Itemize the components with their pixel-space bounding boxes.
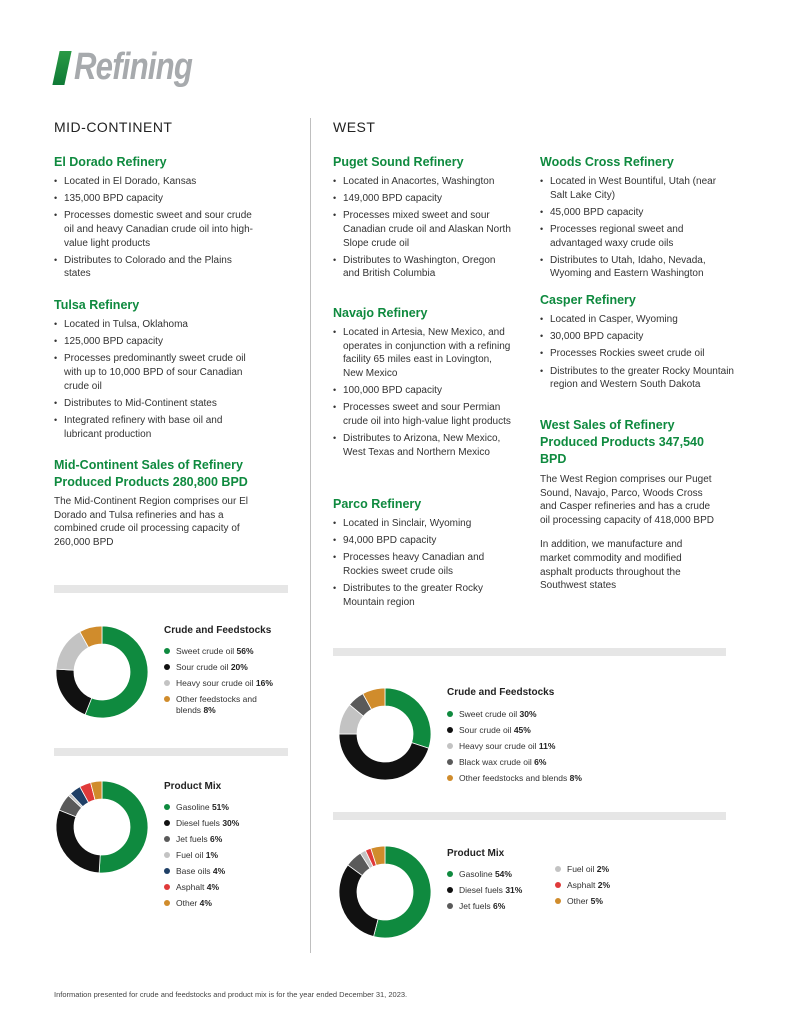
- bullet: • 149,000 BPD capacity: [333, 192, 513, 206]
- bullet: • Located in Sinclair, Wyoming: [333, 517, 513, 531]
- parco-title: Parco Refinery: [333, 497, 422, 511]
- legend-dot: [447, 759, 453, 765]
- bullet: • Processes sweet and sour Permian crude oil into high-value light products: [333, 401, 513, 428]
- bullet: • Distributes to Mid-Continent states: [54, 397, 254, 411]
- page-title: Refining: [74, 46, 193, 88]
- bullet: • Processes predominantly sweet crude oil with up to 10,000 BPD of sour Canadian crude oil: [54, 352, 254, 393]
- legend-dot: [447, 887, 453, 893]
- west-crude-title: Crude and Feedstocks: [447, 687, 555, 698]
- bullet: • Distributes to the greater Rocky Mountain region: [333, 582, 513, 609]
- legend-dot: [447, 743, 453, 749]
- legend-item: Fuel oil 1%: [164, 850, 294, 861]
- mid-product-legend: [164, 802, 294, 914]
- bullet: • Located in West Bountiful, Utah (near Salt Lake City): [540, 175, 735, 202]
- divider-band: [333, 812, 726, 820]
- west-product-legend-1: [447, 869, 547, 917]
- bullet: • Located in Tulsa, Oklahoma: [54, 318, 254, 332]
- legend-dot: [164, 836, 170, 842]
- legend-item: Other 5%: [555, 896, 655, 907]
- mid-product-donut: [55, 780, 149, 874]
- legend-dot: [164, 900, 170, 906]
- legend-dot: [447, 711, 453, 717]
- legend-item: Fuel oil 2%: [555, 864, 655, 875]
- west-sales-title: West Sales of Refinery Produced Products 347,540 BPD: [540, 418, 704, 466]
- legend-dot: [164, 680, 170, 686]
- divider-band: [54, 748, 288, 756]
- legend-dot: [164, 648, 170, 654]
- bullet: • Processes regional sweet and advantaged waxy crude oils: [540, 223, 735, 250]
- casper-title: Casper Refinery: [540, 293, 636, 307]
- donut-slice-1: [339, 865, 378, 937]
- mid-crude-legend: [164, 646, 294, 721]
- legend-dot: [447, 871, 453, 877]
- legend-item: Base oils 4%: [164, 866, 294, 877]
- west-crude-donut: [338, 687, 432, 781]
- puget-sound-bullets: [333, 175, 513, 281]
- casper-bullets: [540, 313, 735, 392]
- bullet: • 45,000 BPD capacity: [540, 206, 735, 220]
- donut-slice-0: [385, 688, 431, 748]
- region-heading-west: WEST: [333, 119, 376, 135]
- el-dorado-bullets: [54, 175, 254, 281]
- bullet: • 30,000 BPD capacity: [540, 330, 735, 344]
- legend-dot: [164, 852, 170, 858]
- legend-item: Jet fuels 6%: [164, 834, 294, 845]
- legend-item: Sweet crude oil 56%: [164, 646, 294, 657]
- legend-dot: [164, 884, 170, 890]
- puget-sound-title: Puget Sound Refinery: [333, 155, 464, 169]
- parco-bullets: [333, 517, 513, 609]
- bullet: • Located in El Dorado, Kansas: [54, 175, 254, 189]
- bullet: • 125,000 BPD capacity: [54, 335, 254, 349]
- mid-crude-donut: [55, 625, 149, 719]
- legend-item: Diesel fuels 30%: [164, 818, 294, 829]
- bullet: • Distributes to Washington, Oregon and British Columbia: [333, 254, 513, 281]
- west-crude-legend: [447, 709, 647, 789]
- bullet: • 135,000 BPD capacity: [54, 192, 254, 206]
- el-dorado-section: [54, 154, 254, 285]
- legend-item: Asphalt 2%: [555, 880, 655, 891]
- bullet: • 94,000 BPD capacity: [333, 534, 513, 548]
- navajo-title: Navajo Refinery: [333, 306, 428, 320]
- mid-continent-sales-title: Mid-Continent Sales of Refinery Produced Products 280,800 BPD: [54, 458, 248, 489]
- mid-continent-sales-text: The Mid-Continent Region comprises our El Dorado and Tulsa refineries and has a combined crude oil processing capacity of 260,000 BPD: [54, 496, 248, 548]
- donut-slice-0: [99, 781, 148, 873]
- logo-bar-icon: [52, 51, 71, 85]
- footnote: Information presented for crude and feedstocks and product mix is for the year ended December 31, 2023.: [54, 990, 408, 999]
- legend-dot: [164, 868, 170, 874]
- legend-item: Heavy sour crude oil 11%: [447, 741, 647, 752]
- legend-dot: [164, 664, 170, 670]
- donut-slice-1: [56, 810, 100, 873]
- legend-item: Jet fuels 6%: [447, 901, 547, 912]
- legend-item: Other feedstocks and blends 8%: [164, 694, 266, 716]
- mid-crude-title: Crude and Feedstocks: [164, 625, 272, 636]
- bullet: • Integrated refinery with base oil and lubricant production: [54, 414, 254, 441]
- region-heading-mid-continent: MID-CONTINENT: [54, 119, 173, 135]
- legend-item: Asphalt 4%: [164, 882, 294, 893]
- legend-item: Sweet crude oil 30%: [447, 709, 647, 720]
- divider-band: [333, 648, 726, 656]
- legend-dot: [164, 820, 170, 826]
- woods-cross-section: [540, 154, 735, 285]
- refining-logo: [56, 46, 218, 89]
- west-product-title: Product Mix: [447, 848, 505, 859]
- mid-product-title: Product Mix: [164, 781, 222, 792]
- bullet: • Distributes to Arizona, New Mexico, West Texas and Northern Mexico: [333, 432, 513, 459]
- legend-item: Heavy sour crude oil 16%: [164, 678, 294, 689]
- legend-dot: [447, 727, 453, 733]
- tulsa-section: [54, 297, 254, 445]
- tulsa-bullets: [54, 318, 254, 441]
- el-dorado-title: El Dorado Refinery: [54, 155, 167, 169]
- west-sales-text: The West Region comprises our Puget Sound, Navajo, Parco, Woods Cross and Casper refineries and has a crude oil processing capacity of 418,000 BPD: [540, 474, 714, 526]
- legend-item: Black wax crude oil 6%: [447, 757, 647, 768]
- legend-item: Diesel fuels 31%: [447, 885, 547, 896]
- legend-item: Gasoline 54%: [447, 869, 547, 880]
- bullet: • Located in Anacortes, Washington: [333, 175, 513, 189]
- bullet: • Distributes to the greater Rocky Mountain region and Western South Dakota: [540, 365, 735, 392]
- navajo-section: [333, 305, 513, 463]
- legend-dot: [164, 696, 170, 702]
- divider-band: [54, 585, 288, 593]
- bullet: • 100,000 BPD capacity: [333, 384, 513, 398]
- column-divider: [310, 118, 311, 953]
- bullet: • Located in Artesia, New Mexico, and operates in conjunction with a refining facility 65 miles east in Lovington, New Mexico: [333, 326, 513, 380]
- legend-dot: [555, 882, 561, 888]
- bullet: • Distributes to Utah, Idaho, Nevada, Wyoming and Eastern Washington: [540, 254, 735, 281]
- legend-dot: [555, 898, 561, 904]
- legend-item: Gasoline 51%: [164, 802, 294, 813]
- navajo-bullets: [333, 326, 513, 459]
- woods-cross-title: Woods Cross Refinery: [540, 155, 674, 169]
- bullet: • Processes domestic sweet and sour crude oil and heavy Canadian crude oil into high-value light products: [54, 209, 254, 250]
- woods-cross-bullets: [540, 175, 735, 281]
- puget-sound-section: [333, 154, 513, 285]
- west-product-donut: [338, 845, 432, 939]
- bullet: • Processes heavy Canadian and Rockies sweet crude oils: [333, 551, 513, 578]
- bullet: • Processes Rockies sweet crude oil: [540, 347, 735, 361]
- legend-item: Other 4%: [164, 898, 294, 909]
- legend-dot: [447, 903, 453, 909]
- bullet: • Located in Casper, Wyoming: [540, 313, 735, 327]
- donut-slice-1: [56, 669, 92, 715]
- west-sales-text-2: In addition, we manufacture and market commodity and modified asphalt products throughout the Southwest states: [540, 539, 683, 592]
- legend-item: Sour crude oil 45%: [447, 725, 647, 736]
- legend-dot: [447, 775, 453, 781]
- west-product-legend-2: [555, 864, 655, 912]
- casper-section: [540, 292, 735, 395]
- legend-item: Sour crude oil 20%: [164, 662, 294, 673]
- legend-dot: [555, 866, 561, 872]
- bullet: • Processes mixed sweet and sour Canadian crude oil and Alaskan North Slope crude oil: [333, 209, 513, 250]
- bullet: • Distributes to Colorado and the Plains states: [54, 254, 254, 281]
- tulsa-title: Tulsa Refinery: [54, 298, 140, 312]
- legend-item: Other feedstocks and blends 8%: [447, 773, 647, 784]
- west-sales-section: [540, 417, 715, 593]
- mid-continent-sales-section: [54, 457, 279, 549]
- legend-dot: [164, 804, 170, 810]
- parco-section: [333, 496, 513, 613]
